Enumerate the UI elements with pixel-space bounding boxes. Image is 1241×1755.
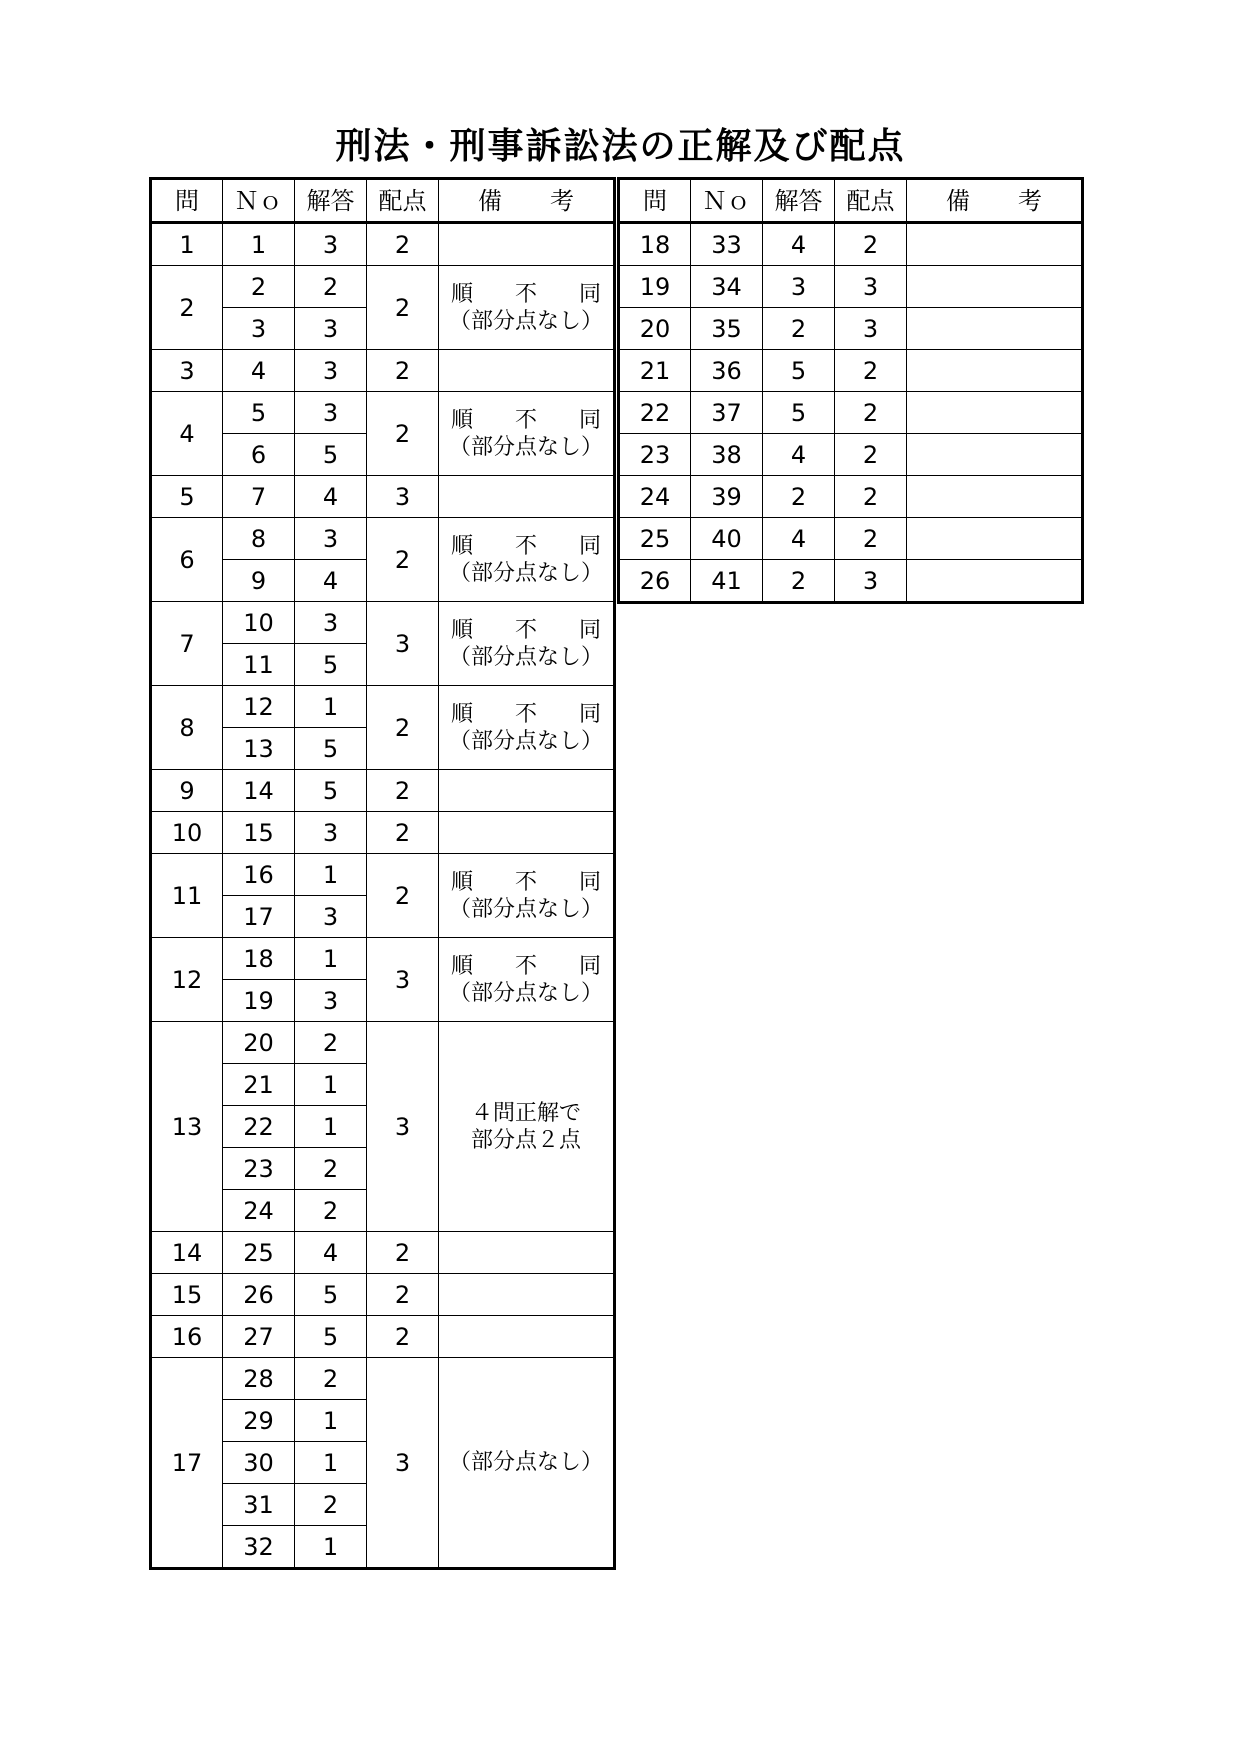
note-cell bbox=[439, 1022, 615, 1232]
item-number: 7 bbox=[223, 476, 295, 518]
answer-value: 2 bbox=[295, 1190, 367, 1232]
answer-value: 5 bbox=[295, 770, 367, 812]
note-cell bbox=[907, 392, 1083, 434]
answer-value: 4 bbox=[295, 560, 367, 602]
table-row bbox=[151, 1022, 615, 1064]
note-unordered: 順 不 同 bbox=[451, 953, 601, 979]
answer-value: 5 bbox=[295, 1274, 367, 1316]
points-value: 2 bbox=[367, 518, 439, 602]
points-value: 3 bbox=[367, 1358, 439, 1569]
question-number: 5 bbox=[151, 476, 223, 518]
note-no-partial: （部分点なし） bbox=[448, 980, 603, 1006]
answer-value: 2 bbox=[763, 308, 835, 350]
item-number: 4 bbox=[223, 350, 295, 392]
points-value: 2 bbox=[367, 854, 439, 938]
table-row bbox=[151, 266, 615, 308]
item-number: 15 bbox=[223, 812, 295, 854]
item-number: 29 bbox=[223, 1400, 295, 1442]
note-no-partial: （部分点なし） bbox=[448, 1450, 603, 1475]
question-number: 17 bbox=[151, 1358, 223, 1569]
table-row bbox=[151, 1358, 615, 1400]
item-number: 24 bbox=[223, 1190, 295, 1232]
answer-value: 3 bbox=[295, 812, 367, 854]
note-cell bbox=[907, 223, 1083, 266]
note-cell bbox=[907, 350, 1083, 392]
item-number: 12 bbox=[223, 686, 295, 728]
note-cell bbox=[439, 938, 615, 1022]
header-points: 配点 bbox=[835, 179, 907, 223]
item-number: 11 bbox=[223, 644, 295, 686]
item-number: 19 bbox=[223, 980, 295, 1022]
question-number: 11 bbox=[151, 854, 223, 938]
header-answer: 解答 bbox=[295, 179, 367, 223]
points-value: 3 bbox=[367, 476, 439, 518]
answer-value: 4 bbox=[763, 223, 835, 266]
points-value: 3 bbox=[835, 560, 907, 603]
answer-value: 2 bbox=[295, 1148, 367, 1190]
table-row bbox=[619, 518, 1083, 560]
points-value: 2 bbox=[835, 434, 907, 476]
item-number: 3 bbox=[223, 308, 295, 350]
note-no-partial: （部分点なし） bbox=[448, 728, 603, 754]
note-unordered: 順 不 同 bbox=[451, 701, 601, 727]
answer-value: 2 bbox=[295, 1358, 367, 1400]
note-partial-points: 部分点２点 bbox=[470, 1127, 581, 1153]
item-number: 39 bbox=[691, 476, 763, 518]
question-number: 18 bbox=[619, 223, 691, 266]
note-cell bbox=[439, 1232, 615, 1274]
header-points: 配点 bbox=[367, 179, 439, 223]
answer-table-right bbox=[617, 177, 1084, 604]
question-number: 22 bbox=[619, 392, 691, 434]
item-number: 26 bbox=[223, 1274, 295, 1316]
answer-value: 3 bbox=[295, 602, 367, 644]
item-number: 37 bbox=[691, 392, 763, 434]
header-answer: 解答 bbox=[763, 179, 835, 223]
item-number: 18 bbox=[223, 938, 295, 980]
note-unordered: 順 不 同 bbox=[451, 281, 601, 307]
note-unordered: 順 不 同 bbox=[451, 533, 601, 559]
note-cell bbox=[439, 686, 615, 770]
question-number: 13 bbox=[151, 1022, 223, 1232]
note-cell bbox=[439, 602, 615, 686]
points-value: 2 bbox=[367, 223, 439, 266]
item-number: 41 bbox=[691, 560, 763, 603]
table-row bbox=[619, 476, 1083, 518]
table-row bbox=[151, 812, 615, 854]
points-value: 3 bbox=[367, 1022, 439, 1232]
points-value: 2 bbox=[835, 223, 907, 266]
answer-value: 3 bbox=[295, 392, 367, 434]
answer-value: 2 bbox=[295, 1022, 367, 1064]
points-value: 3 bbox=[367, 938, 439, 1022]
header-question: 問 bbox=[151, 179, 223, 223]
question-number: 1 bbox=[151, 223, 223, 266]
note-cell bbox=[907, 560, 1083, 603]
note-cell bbox=[907, 476, 1083, 518]
note-cell bbox=[439, 266, 615, 350]
table-row bbox=[151, 392, 615, 434]
answer-value: 3 bbox=[295, 896, 367, 938]
note-cell bbox=[439, 392, 615, 476]
table-row bbox=[151, 854, 615, 896]
note-cell bbox=[907, 308, 1083, 350]
answer-value: 4 bbox=[295, 1232, 367, 1274]
table-row bbox=[619, 266, 1083, 308]
answer-value: 1 bbox=[295, 854, 367, 896]
header-note: 備 考 bbox=[907, 179, 1083, 223]
answer-value: 3 bbox=[295, 980, 367, 1022]
item-number: 10 bbox=[223, 602, 295, 644]
note-no-partial: （部分点なし） bbox=[448, 308, 603, 334]
header-row bbox=[619, 179, 1083, 223]
header-number: Ｎｏ bbox=[691, 179, 763, 223]
note-unordered: 順 不 同 bbox=[451, 617, 601, 643]
table-row bbox=[151, 476, 615, 518]
answer-value: 1 bbox=[295, 1106, 367, 1148]
question-number: 14 bbox=[151, 1232, 223, 1274]
table-row bbox=[619, 392, 1083, 434]
table-row bbox=[151, 602, 615, 644]
note-cell bbox=[439, 1274, 615, 1316]
table-row bbox=[151, 1316, 615, 1358]
table-row bbox=[151, 686, 615, 728]
item-number: 33 bbox=[691, 223, 763, 266]
item-number: 34 bbox=[691, 266, 763, 308]
item-number: 1 bbox=[223, 223, 295, 266]
item-number: 21 bbox=[223, 1064, 295, 1106]
page-title: 刑法・刑事訴訟法の正解及び配点 bbox=[335, 126, 906, 167]
points-value: 2 bbox=[367, 392, 439, 476]
answer-value: 4 bbox=[763, 518, 835, 560]
question-number: 4 bbox=[151, 392, 223, 476]
question-number: 19 bbox=[619, 266, 691, 308]
note-cell bbox=[439, 812, 615, 854]
item-number: 40 bbox=[691, 518, 763, 560]
answer-value: 5 bbox=[295, 1316, 367, 1358]
note-no-partial: （部分点なし） bbox=[448, 644, 603, 670]
answer-value: 3 bbox=[295, 518, 367, 560]
answer-value: 1 bbox=[295, 1064, 367, 1106]
question-number: 24 bbox=[619, 476, 691, 518]
note-cell bbox=[439, 476, 615, 518]
answer-rows-right bbox=[619, 223, 1083, 603]
points-value: 3 bbox=[367, 602, 439, 686]
points-value: 2 bbox=[367, 1274, 439, 1316]
answer-value: 2 bbox=[295, 1484, 367, 1526]
question-number: 20 bbox=[619, 308, 691, 350]
question-number: 12 bbox=[151, 938, 223, 1022]
points-value: 2 bbox=[367, 812, 439, 854]
item-number: 8 bbox=[223, 518, 295, 560]
item-number: 28 bbox=[223, 1358, 295, 1400]
answer-value: 3 bbox=[295, 350, 367, 392]
answer-value: 1 bbox=[295, 938, 367, 980]
points-value: 3 bbox=[835, 308, 907, 350]
answer-value: 5 bbox=[763, 350, 835, 392]
table-row bbox=[619, 223, 1083, 266]
table-row bbox=[619, 350, 1083, 392]
note-cell bbox=[907, 434, 1083, 476]
table-row bbox=[151, 1274, 615, 1316]
answer-value: 1 bbox=[295, 1400, 367, 1442]
table-row bbox=[151, 350, 615, 392]
item-number: 38 bbox=[691, 434, 763, 476]
points-value: 2 bbox=[835, 350, 907, 392]
item-number: 25 bbox=[223, 1232, 295, 1274]
question-number: 26 bbox=[619, 560, 691, 603]
question-number: 2 bbox=[151, 266, 223, 350]
item-number: 13 bbox=[223, 728, 295, 770]
question-number: 10 bbox=[151, 812, 223, 854]
answer-value: 4 bbox=[295, 476, 367, 518]
question-number: 21 bbox=[619, 350, 691, 392]
note-no-partial: （部分点なし） bbox=[448, 896, 603, 922]
table-row bbox=[151, 1232, 615, 1274]
note-cell bbox=[439, 350, 615, 392]
question-number: 15 bbox=[151, 1274, 223, 1316]
note-cell bbox=[439, 1316, 615, 1358]
note-cell bbox=[439, 518, 615, 602]
points-value: 2 bbox=[835, 392, 907, 434]
points-value: 2 bbox=[367, 1316, 439, 1358]
item-number: 16 bbox=[223, 854, 295, 896]
item-number: 5 bbox=[223, 392, 295, 434]
points-value: 2 bbox=[367, 266, 439, 350]
points-value: 2 bbox=[367, 770, 439, 812]
note-cell bbox=[907, 518, 1083, 560]
table-row bbox=[619, 560, 1083, 603]
table-row bbox=[151, 938, 615, 980]
item-number: 2 bbox=[223, 266, 295, 308]
answer-value: 3 bbox=[295, 308, 367, 350]
question-number: 6 bbox=[151, 518, 223, 602]
item-number: 35 bbox=[691, 308, 763, 350]
item-number: 31 bbox=[223, 1484, 295, 1526]
points-value: 2 bbox=[367, 1232, 439, 1274]
item-number: 22 bbox=[223, 1106, 295, 1148]
table-row bbox=[619, 308, 1083, 350]
item-number: 32 bbox=[223, 1526, 295, 1569]
header-question: 問 bbox=[619, 179, 691, 223]
table-row bbox=[151, 770, 615, 812]
answer-value: 1 bbox=[295, 1442, 367, 1484]
question-number: 3 bbox=[151, 350, 223, 392]
header-number: Ｎｏ bbox=[223, 179, 295, 223]
note-cell bbox=[439, 1358, 615, 1569]
question-number: 9 bbox=[151, 770, 223, 812]
answer-table-left bbox=[149, 177, 616, 1570]
item-number: 6 bbox=[223, 434, 295, 476]
answer-value: 2 bbox=[295, 266, 367, 308]
question-number: 25 bbox=[619, 518, 691, 560]
note-no-partial: （部分点なし） bbox=[448, 560, 603, 586]
note-unordered: 順 不 同 bbox=[451, 869, 601, 895]
answer-value: 5 bbox=[763, 392, 835, 434]
table-row bbox=[619, 434, 1083, 476]
answer-value: 2 bbox=[763, 476, 835, 518]
header-note: 備 考 bbox=[439, 179, 615, 223]
item-number: 17 bbox=[223, 896, 295, 938]
answer-value: 5 bbox=[295, 728, 367, 770]
item-number: 14 bbox=[223, 770, 295, 812]
item-number: 27 bbox=[223, 1316, 295, 1358]
item-number: 20 bbox=[223, 1022, 295, 1064]
points-value: 2 bbox=[835, 518, 907, 560]
answer-value: 4 bbox=[763, 434, 835, 476]
note-unordered: 順 不 同 bbox=[451, 407, 601, 433]
item-number: 23 bbox=[223, 1148, 295, 1190]
answer-rows-left bbox=[151, 223, 615, 1569]
item-number: 9 bbox=[223, 560, 295, 602]
question-number: 8 bbox=[151, 686, 223, 770]
answer-value: 1 bbox=[295, 1526, 367, 1569]
item-number: 36 bbox=[691, 350, 763, 392]
points-value: 2 bbox=[367, 686, 439, 770]
answer-value: 5 bbox=[295, 644, 367, 686]
item-number: 30 bbox=[223, 1442, 295, 1484]
header-row bbox=[151, 179, 615, 223]
note-no-partial: （部分点なし） bbox=[448, 434, 603, 460]
answer-value: 3 bbox=[763, 266, 835, 308]
answer-value: 5 bbox=[295, 434, 367, 476]
answer-value: 1 bbox=[295, 686, 367, 728]
question-number: 23 bbox=[619, 434, 691, 476]
question-number: 7 bbox=[151, 602, 223, 686]
points-value: 2 bbox=[835, 476, 907, 518]
note-cell bbox=[907, 266, 1083, 308]
table-row bbox=[151, 223, 615, 266]
table-row bbox=[151, 518, 615, 560]
answer-value: 3 bbox=[295, 223, 367, 266]
points-value: 3 bbox=[835, 266, 907, 308]
points-value: 2 bbox=[367, 350, 439, 392]
note-cell bbox=[439, 770, 615, 812]
question-number: 16 bbox=[151, 1316, 223, 1358]
note-partial-condition: ４問正解で bbox=[470, 1100, 581, 1126]
note-cell bbox=[439, 223, 615, 266]
note-cell bbox=[439, 854, 615, 938]
answer-value: 2 bbox=[763, 560, 835, 603]
